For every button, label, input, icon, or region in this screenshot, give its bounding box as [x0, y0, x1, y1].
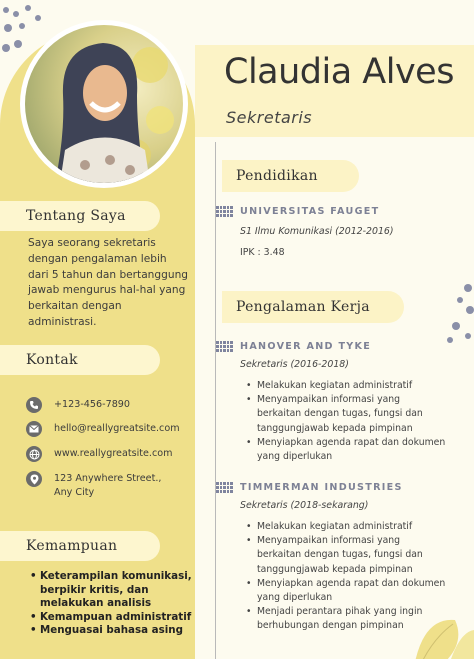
contact-phone-row: [26, 397, 182, 413]
contact-address: 123 Anywhere Street., Any City: [54, 473, 162, 498]
education-gpa: IPK : 3.48: [240, 247, 285, 258]
phone-icon: [26, 397, 42, 413]
job-company: TIMMERMAN INDUSTRIES: [240, 482, 403, 493]
job-duty: • Menyiapkan agenda rapat dan dokumen yang diperlukan: [246, 436, 446, 464]
skills-list: [30, 570, 192, 638]
timeline-line: [215, 142, 216, 659]
globe-icon: [26, 446, 42, 462]
about-heading-pill: [0, 201, 160, 231]
contact-website[interactable]: www.reallygreatsite.com: [54, 448, 173, 459]
skills-heading: Kemampuan: [26, 538, 118, 554]
job-period: Sekretaris (2016-2018): [240, 359, 349, 370]
education-marker: [216, 206, 233, 217]
education-degree: S1 Ilmu Komunikasi (2012-2016): [240, 226, 394, 237]
contact-website-row: [26, 446, 182, 462]
education-heading-pill: [222, 160, 359, 192]
job-duty: • Menjadi perantara pihak yang ingin berhubungan dengan pimpinan: [246, 605, 446, 633]
contact-heading: Kontak: [26, 352, 78, 368]
skill-item: • Keterampilan komunikasi, berpikir kritis, dan melakukan analisis: [30, 570, 192, 611]
profile-photo: [25, 25, 183, 183]
contact-address-row: [26, 471, 182, 500]
job-duty: • Menyampaikan informasi yang berkaitan dengan tugas, fungsi dan tanggungjawab kepada pimpinan: [246, 534, 446, 577]
skill-item: • Kemampuan administratif: [30, 611, 192, 625]
job-duty: • Melakukan kegiatan administratif: [246, 520, 446, 534]
about-heading: Tentang Saya: [26, 208, 126, 224]
education-heading: Pendidikan: [236, 168, 318, 184]
leaf-decoration: [405, 612, 474, 659]
email-icon: [26, 421, 42, 437]
contact-email-row: [26, 421, 182, 437]
job-duty: • Melakukan kegiatan administratif: [246, 379, 446, 393]
location-icon: [26, 471, 42, 487]
experience-heading-pill: [222, 291, 404, 323]
experience-heading: Pengalaman Kerja: [236, 299, 370, 315]
education-school: UNIVERSITAS FAUGET: [240, 206, 380, 217]
job-marker: [216, 482, 233, 493]
contact-heading-pill: [0, 345, 160, 375]
about-text: Saya seorang sekretaris dengan pengalaman lebih dari 5 tahun dan bertanggung jawab mengurus hal-hal yang berkaitan dengan administrasi.: [28, 237, 189, 328]
contact-email[interactable]: hello@reallygreatsite.com: [54, 423, 180, 434]
contact-phone: +123-456-7890: [54, 399, 131, 410]
job-company: HANOVER AND TYKE: [240, 341, 372, 352]
job-period: Sekretaris (2018-sekarang): [240, 500, 369, 511]
decorative-dots-right: [440, 280, 474, 350]
skill-item: • Menguasai bahasa asing: [30, 624, 192, 638]
job-duty: • Menyampaikan informasi yang berkaitan dengan tugas, fungsi dan tanggungjawab kepada pimpinan: [246, 393, 446, 436]
person-name: Claudia Alves: [224, 52, 454, 92]
job-duty: • Menyiapkan agenda rapat dan dokumen yang diperlukan: [246, 577, 446, 605]
job-marker: [216, 341, 233, 352]
person-role: Sekretaris: [226, 108, 313, 127]
skills-heading-pill: [0, 531, 160, 561]
job-duties: [246, 379, 446, 464]
